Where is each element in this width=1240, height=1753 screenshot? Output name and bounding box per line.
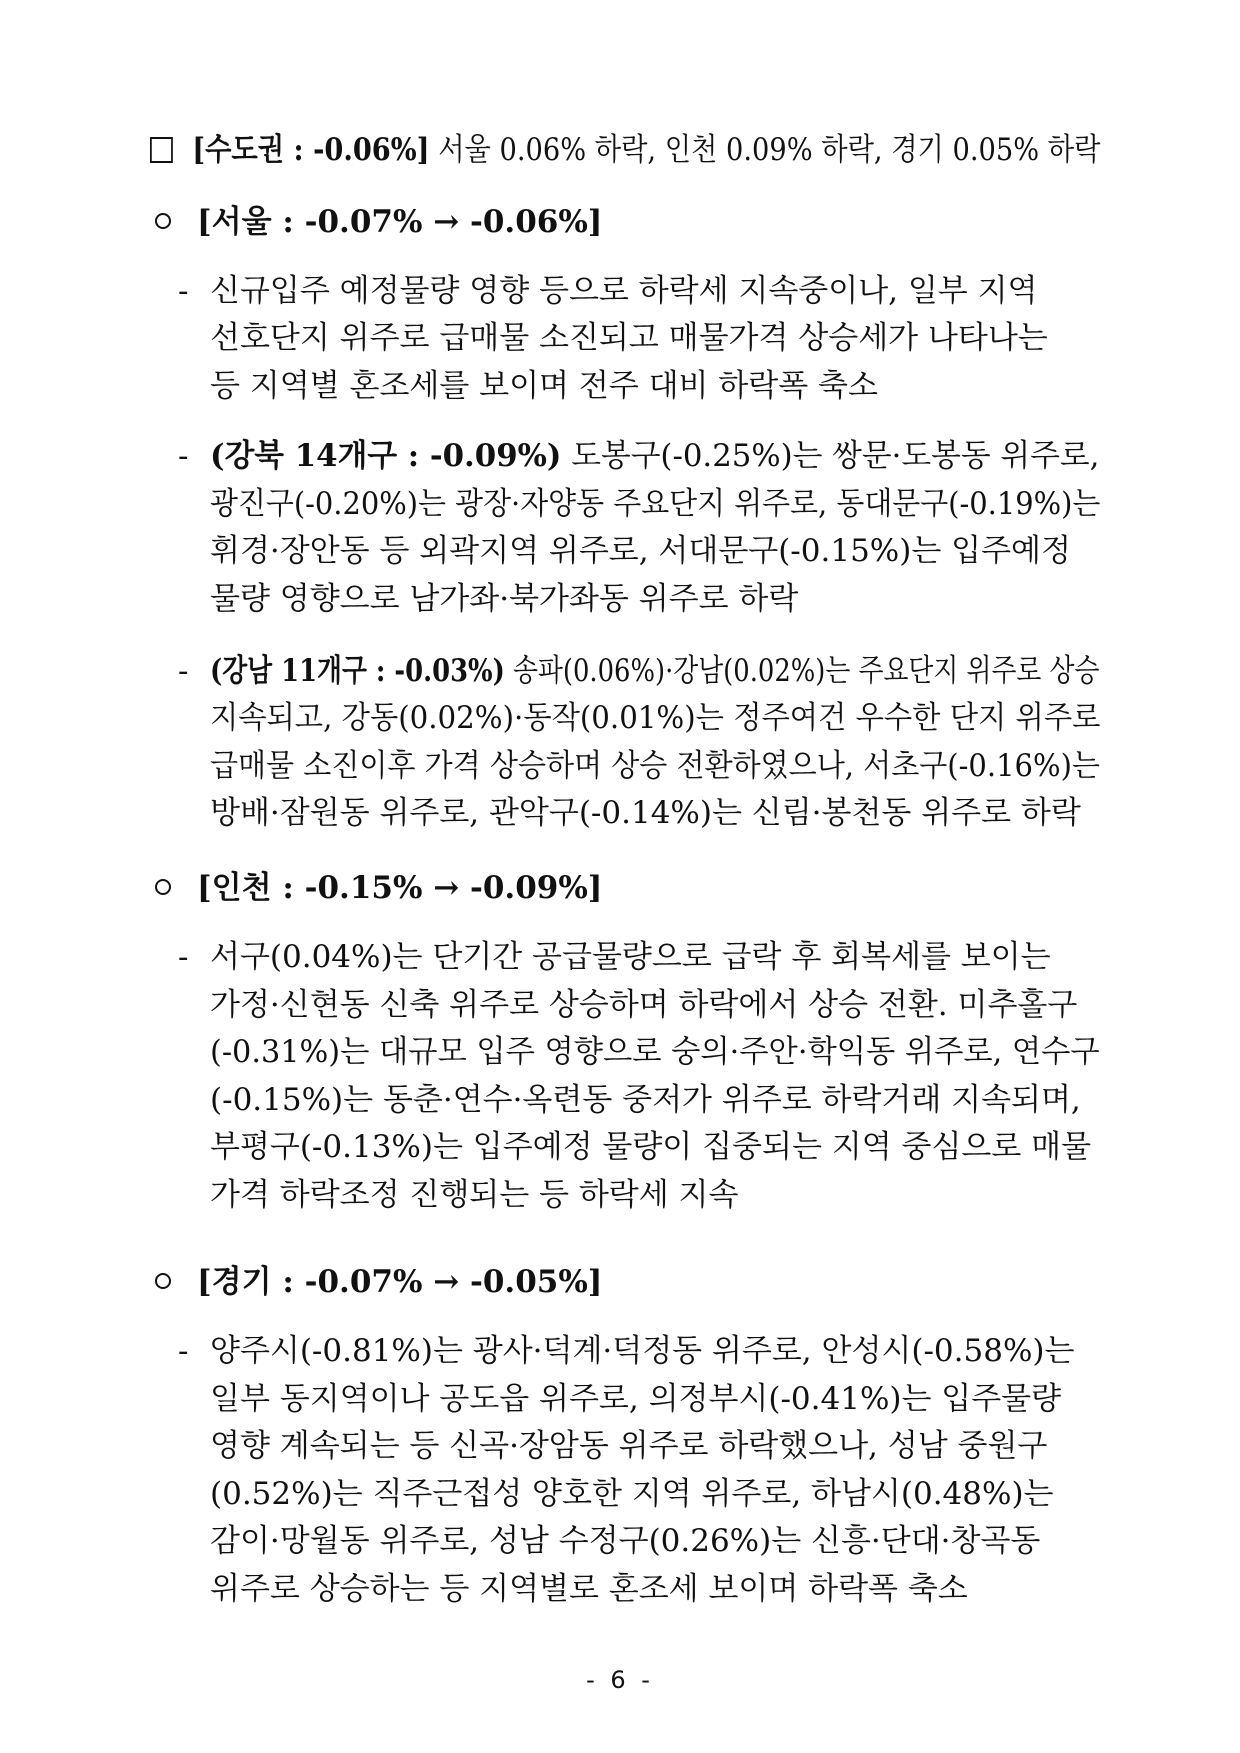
gangnam-line-2: 지속되고, 강동(0.02%)·동작(0.01%)는 정주여건 우수한 단지 위주로 bbox=[210, 700, 1101, 736]
incheon-line-1: 서구(0.04%)는 단기간 공급물량으로 급락 후 회복세를 보이는 bbox=[210, 939, 1051, 975]
gangbuk-line-2: 광진구(-0.20%)는 광장·자양동 주요단지 위주로, 동대문구(-0.19%)는 bbox=[210, 486, 1101, 522]
dash-bullet: - bbox=[178, 1333, 189, 1369]
summary-line bbox=[150, 130, 1100, 170]
dash-bullet: - bbox=[178, 653, 189, 689]
gangbuk-line-1: (강북 14개구 : -0.09%) 도봉구(-0.25%)는 쌍문·도봉동 위주로, bbox=[210, 438, 1100, 474]
gyeonggi-line-1: 양주시(-0.81%)는 광사·덕계·덕정동 위주로, 안성시(-0.58%)는 bbox=[210, 1333, 1075, 1369]
section-heading-seoul: [서울 : -0.07% → -0.06%] bbox=[155, 202, 602, 242]
gyeonggi-line-2: 일부 동지역이나 공도읍 위주로, 의정부시(-0.41%)는 입주물량 bbox=[210, 1381, 1062, 1417]
dash-bullet: - bbox=[178, 438, 189, 474]
incheon-line-5: 부평구(-0.13%)는 입주예정 물량이 집중되는 지역 중심으로 매물 bbox=[210, 1129, 1092, 1165]
bullet-circle-icon bbox=[155, 1273, 171, 1289]
summary-label: [수도권 : -0.06%] bbox=[192, 132, 430, 168]
section-heading-gyeonggi: [경기 : -0.07% → -0.05%] bbox=[155, 1262, 602, 1302]
incheon-line-6: 가격 하락조정 진행되는 등 하락세 지속 bbox=[210, 1177, 739, 1213]
section-heading-incheon: [인천 : -0.15% → -0.09%] bbox=[155, 868, 602, 908]
summary-text: 서울 0.06% 하락, 인천 0.09% 하락, 경기 0.05% 하락 bbox=[438, 132, 1101, 168]
gangnam-line-1: (강남 11개구 : -0.03%) 송파(0.06%)·강남(0.02%)는 주요단지 위주로 상승 bbox=[210, 653, 1100, 689]
gangbuk-label: (강북 14개구 : -0.09%) bbox=[210, 438, 562, 474]
gyeonggi-line-3: 영향 계속되는 등 신곡·장암동 위주로 하락했으나, 성남 중원구 bbox=[210, 1428, 1048, 1464]
bullet-circle-icon bbox=[155, 213, 171, 229]
seoul-item-1-line-3: 등 지역별 혼조세를 보이며 전주 대비 하락폭 축소 bbox=[210, 368, 878, 404]
incheon-line-3: (-0.31%)는 대규모 입주 영향으로 숭의·주안·학익동 위주로, 연수구 bbox=[210, 1034, 1100, 1070]
gyeonggi-line-4: (0.52%)는 직주근접성 양호한 지역 위주로, 하남시(0.48%)는 bbox=[210, 1476, 1054, 1512]
gangbuk-line-3: 휘경·장안동 등 외곽지역 위주로, 서대문구(-0.15%)는 입주예정 bbox=[210, 533, 1071, 569]
page-number: - 6 - bbox=[586, 1666, 654, 1694]
gangnam-line-4: 방배·잠원동 위주로, 관악구(-0.14%)는 신림·봉천동 위주로 하락 bbox=[210, 795, 1081, 831]
incheon-line-2: 가정·신현동 신축 위주로 상승하며 하락에서 상승 전환. 미추홀구 bbox=[210, 987, 1078, 1023]
checkbox-square-icon bbox=[150, 137, 173, 163]
gyeonggi-line-5: 감이·망월동 위주로, 성남 수정구(0.26%)는 신흥·단대·창곡동 bbox=[210, 1523, 1041, 1559]
seoul-item-1-line-2: 선호단지 위주로 급매물 소진되고 매물가격 상승세가 나타나는 bbox=[210, 320, 1048, 356]
incheon-line-4: (-0.15%)는 동춘·연수·옥련동 중저가 위주로 하락거래 지속되며, bbox=[210, 1082, 1081, 1118]
gyeonggi-line-6: 위주로 상승하는 등 지역별로 혼조세 보이며 하락폭 축소 bbox=[210, 1571, 968, 1607]
dash-bullet: - bbox=[178, 939, 189, 975]
seoul-item-1-line-1: 신규입주 예정물량 영향 등으로 하락세 지속중이나, 일부 지역 bbox=[210, 273, 1038, 309]
gangnam-label: (강남 11개구 : -0.03%) bbox=[210, 653, 505, 689]
gangbuk-line-4: 물량 영향으로 남가좌·북가좌동 위주로 하락 bbox=[210, 581, 799, 617]
bullet-circle-icon bbox=[155, 879, 171, 895]
dash-bullet: - bbox=[178, 273, 189, 309]
gangnam-line-3: 급매물 소진이후 가격 상승하며 상승 전환하였으나, 서초구(-0.16%)는 bbox=[210, 748, 1100, 784]
